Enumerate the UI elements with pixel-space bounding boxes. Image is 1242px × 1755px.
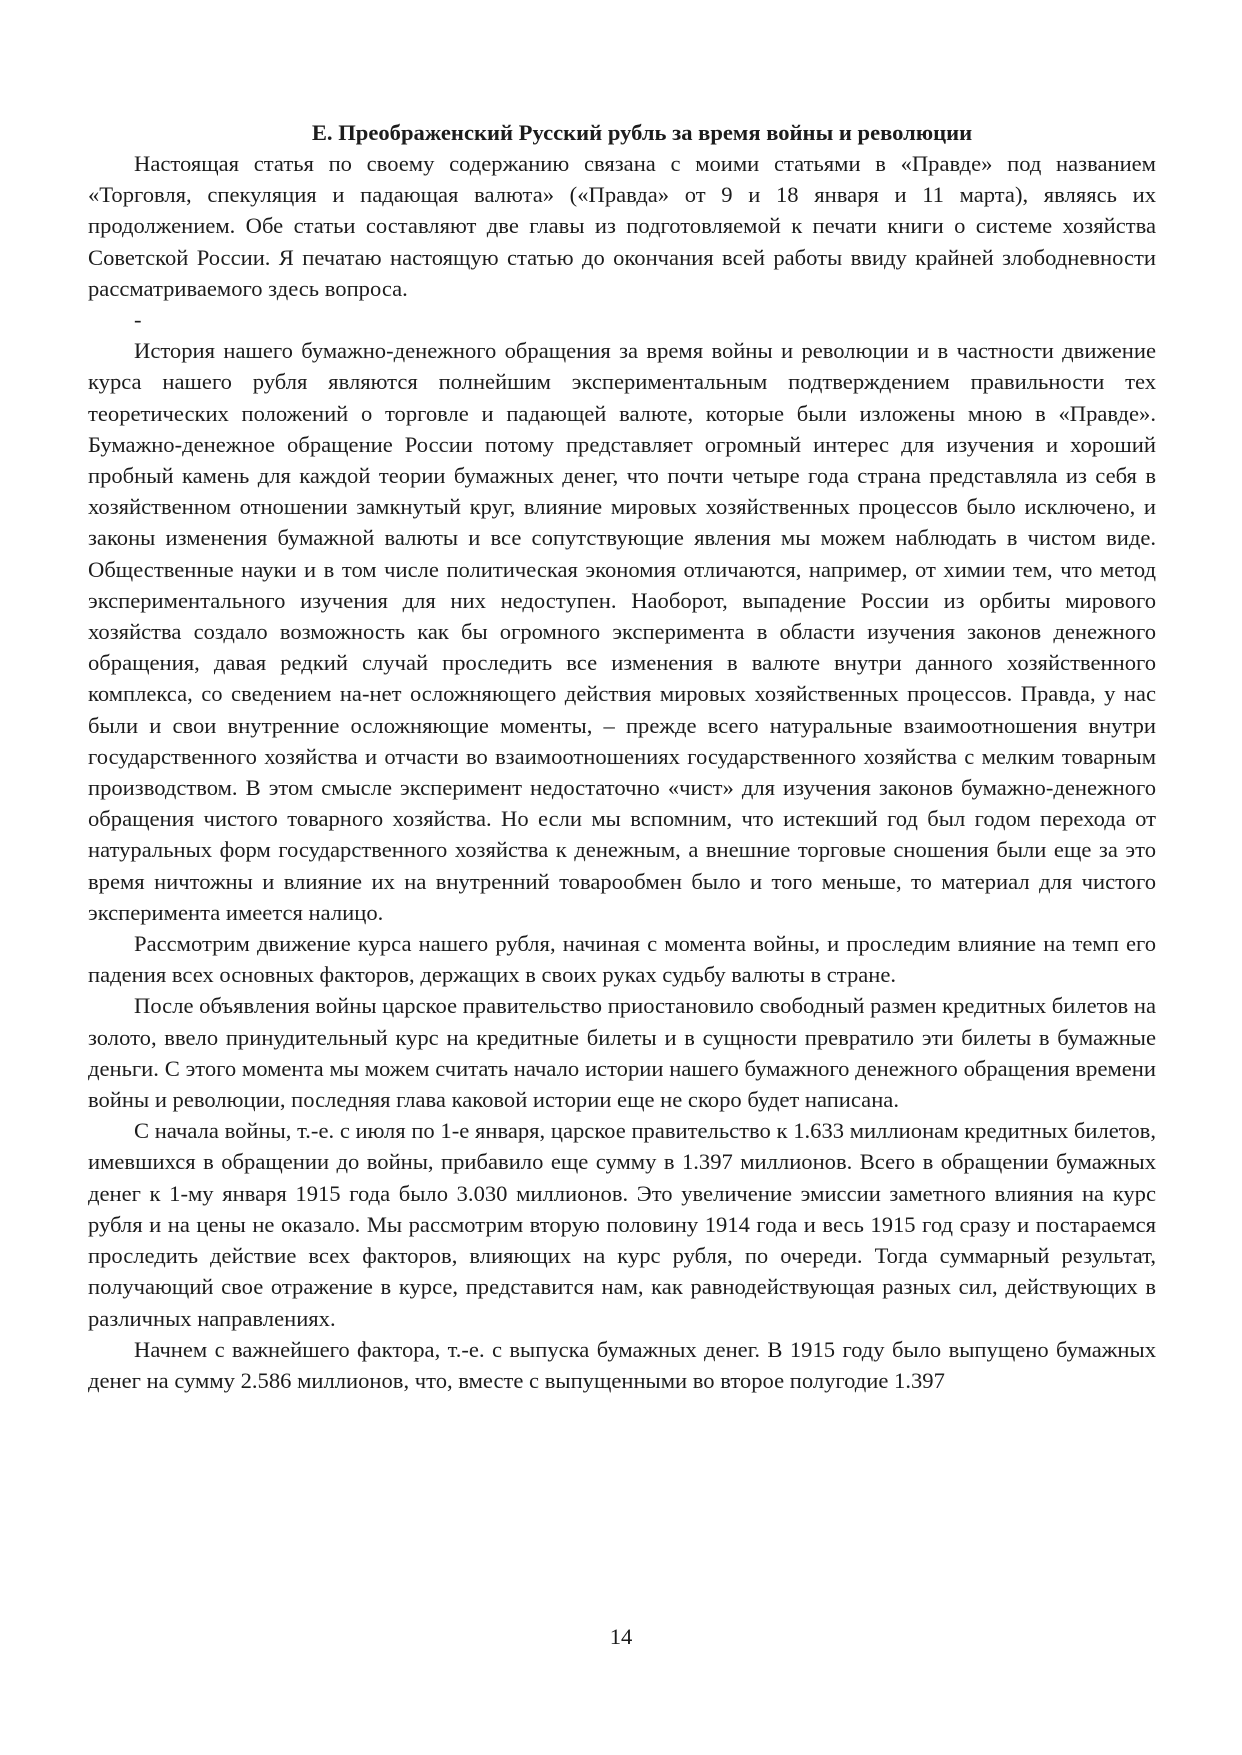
paragraph-paper-money: Начнем с важнейшего фактора, т.-е. с выпуска бумажных денег. В 1915 году было выпущено бумажных денег на сумму 2.586 миллионов, что, вместе с выпущенными во второе полугодие 1.397 — [88, 1336, 1156, 1393]
paragraph-emission: С начала войны, т.-е. с июля по 1-е января, царское правительство к 1.633 миллионам кредитных билетов, имевшихся в обращении до войны, прибавило еще сумму в 1.397 миллионов. Всего в обращении бумажных денег к 1-му января 1915 года было 3.030 миллионов. Это увеличение эмиссии заметного влияния на курс рубля и на цены не оказало. Мы рассмотрим вторую половину 1914 года и весь 1915 год сразу и постараемся проследить действие всех факторов, влияющих на курс рубля, по очереди. Тогда суммарный результат, получающий свое отражение в курсе, представится нам, как равнодействующая разных сил, действующих в различных направлениях. — [88, 1118, 1156, 1331]
paragraph-intro: Настоящая статья по своему содержанию связана с моими статьями в «Правде» под названием «Торговля, спекуляция и падающая валюта» («Правда» от 9 и 18 января и 11 марта), являясь их продолжением. Обе статьи составляют две главы из подготовляемой к печати книги о системе хозяйства Советской России. Я печатаю настоящую статью до окончания всей работы ввиду крайней злободневности рассматриваемого здесь вопроса. — [88, 151, 1156, 301]
paragraph-war-declaration: После объявления войны царское правительство приостановило свободный размен кредитных билетов на золото, ввело принудительный курс на кредитные билеты и в сущности превратило эти билеты в бумажные деньги. С этого момента мы можем считать начало истории нашего бумажного денежного обращения времени войны и революции, последняя глава каковой истории еще не скоро будет написана. — [88, 993, 1156, 1113]
paragraph-history: История нашего бумажно-денежного обращения за время войны и революции и в частности движение курса нашего рубля являются полнейшим экспериментальным подтверждением правильности тех теоретических положений о торговле и падающей валюте, которые были изложены мною в «Правде». Бумажно-денежное обращение России потому представляет огромный интерес для изучения и хороший пробный камень для каждой теории бумажных денег, что почти четыре года страна представляла из себя в хозяйственном отношении замкнутый круг, влияние мировых хозяйственных процессов было исключено, и законы изменения бумажной валюты и все сопутствующие явления мы можем наблюдать в чистом виде. Общественные науки и в том числе политическая экономия отличаются, например, от химии тем, что метод экспериментального изучения для них недоступен. Наоборот, выпадение России из орбиты мирового хозяйства создало возможность как бы огромного эксперимента в области изучения законов денежного обращения, давая редкий случай проследить все изменения в валюте внутри данного хозяйственного комплекса, со сведением на-нет осложняющего действия мировых хозяйственных процессов. Правда, у нас были и свои внутренние осложняющие моменты, – прежде всего натуральные взаимоотношения внутри государственного хозяйства и отчасти во взаимоотношениях государственного хозяйства с мелким товарным производством. В этом смысле эксперимент недостаточно «чист» для изучения законов бумажно-денежного обращения чистого товарного хозяйства. Но если мы вспомним, что истекший год был годом перехода от натуральных форм государственного хозяйства к денежным, а внешние торговые сношения были еще за это время ничтожны и влияние их на внутренний товарообмен было и того меньше, то материал для чистого эксперимента имеется налицо. — [88, 338, 1156, 925]
separator-dash: - — [134, 307, 142, 333]
article-title: Е. Преображенский Русский рубль за время войны и революции — [311, 120, 973, 145]
document-page — [88, 118, 1156, 1396]
paragraph-rate-movement: Рассмотрим движение курса нашего рубля, начиная с момента войны, и проследим влияние на темп его падения всех основных факторов, держащих в своих руках судьбу валюты в стране. — [88, 931, 1156, 988]
page-number: 14 — [609, 1624, 633, 1649]
